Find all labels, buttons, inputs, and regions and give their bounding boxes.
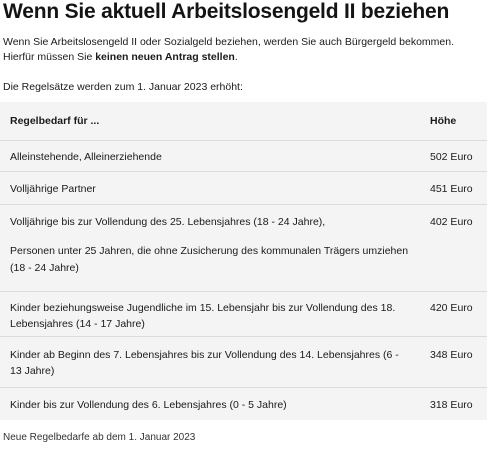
- rates-table: [0, 102, 487, 420]
- intro-line-1: Wenn Sie Arbeitslosengeld II oder Sozialgeld beziehen, werden Sie auch Bürgergeld bekommen.: [3, 36, 455, 48]
- table-header-row: [0, 102, 487, 141]
- row-value: 348 Euro: [430, 349, 473, 361]
- rates-intro: Die Regelsätze werden zum 1. Januar 2023 erhöht:: [3, 81, 243, 93]
- row-label: Kinder beziehungsweise Jugendliche im 15. Lebensjahr bis zur Vollendung des 18. Lebensjahres (14 - 17 Jahre): [10, 302, 396, 330]
- row-label: Volljährige bis zur Vollendung des 25. Lebensjahres (18 - 24 Jahre),: [10, 216, 326, 228]
- intro-line-2-bold: keinen neuen Antrag stellen: [95, 51, 235, 63]
- row-value: 502 Euro: [430, 151, 473, 163]
- intro-line-2-prefix: Hierfür müssen Sie: [3, 51, 96, 63]
- table-caption: Neue Regelbedarfe ab dem 1. Januar 2023: [3, 432, 196, 443]
- row-value: 451 Euro: [430, 183, 473, 195]
- header-value: Höhe: [430, 115, 457, 127]
- page-title: Wenn Sie aktuell Arbeitslosengeld II beziehen: [3, 0, 450, 23]
- row-value: 402 Euro: [430, 216, 473, 228]
- row-label: Alleinstehende, Alleinerziehende: [10, 151, 162, 163]
- row-label: Kinder bis zur Vollendung des 6. Lebensjahres (0 - 5 Jahre): [10, 399, 287, 411]
- table-row: [0, 141, 487, 172]
- row-label: Kinder ab Beginn des 7. Lebensjahres bis zur Vollendung des 14. Lebensjahres (6 - 13 Jahre): [10, 349, 399, 377]
- table-row: [0, 292, 487, 337]
- table-row: [0, 337, 487, 388]
- row-value: 420 Euro: [430, 302, 473, 314]
- intro-line-2: [3, 50, 493, 65]
- row-value: 318 Euro: [430, 399, 473, 411]
- header-label: Regelbedarf für ...: [10, 115, 100, 127]
- intro-line-2-suffix: .: [234, 51, 238, 63]
- table-row: [0, 388, 487, 420]
- row-label: Volljährige Partner: [10, 183, 96, 195]
- table-row: [0, 205, 487, 292]
- row-label-secondary: Personen unter 25 Jahren, die ohne Zusicherung des kommunalen Trägers umziehen (18 - 24 Jahre): [10, 245, 409, 274]
- table-row: [0, 172, 487, 205]
- intro-text: [3, 35, 493, 65]
